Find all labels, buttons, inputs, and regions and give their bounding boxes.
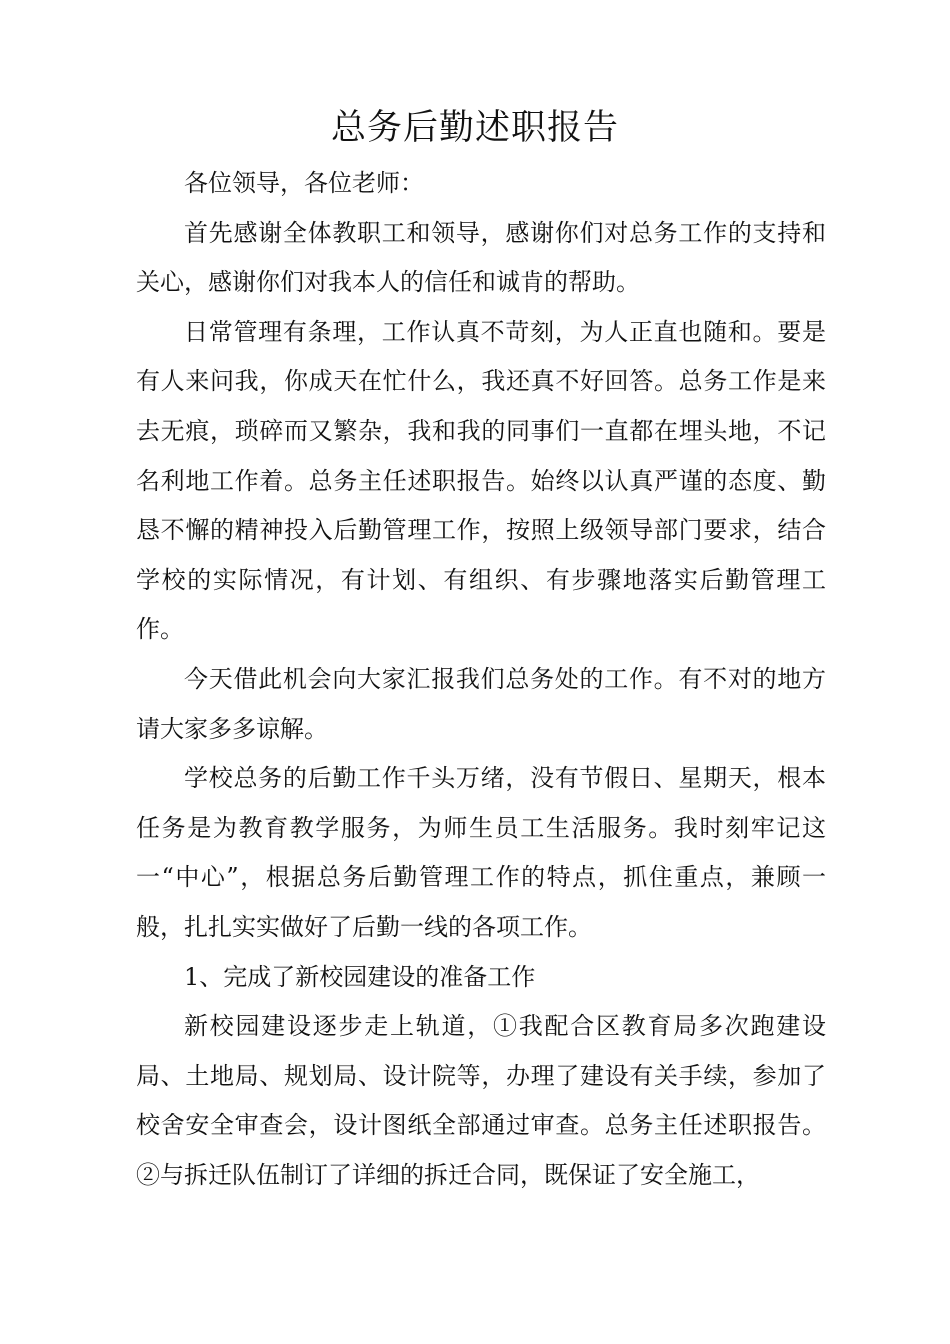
paragraph-logistics-overview: 学校总务的后勤工作千头万绪，没有节假日、星期天，根本任务是为教育教学服务，为师生员工生活服务。我时刻牢记这一“中心”，根据总务后勤管理工作的特点，抓住重点，兼顾一般，扎扎实实做好了后勤一线的各项工作。 [136,764,826,941]
paragraph-thanks: 首先感谢全体教职工和领导，感谢你们对总务工作的支持和关心，感谢你们对我本人的信任和诚肯的帮助。 [136,218,826,297]
paragraph-report-intro: 今天借此机会向大家汇报我们总务处的工作。有不对的地方请大家多多谅解。 [136,664,826,743]
section-heading-new-campus: 1、完成了新校园建设的准备工作 [184,962,536,991]
document-title: 总务后勤述职报告 [330,108,619,148]
paragraph-salutation: 各位领导，各位老师： [184,169,424,197]
paragraph-daily-management: 日常管理有条理，工作认真不苛刻，为人正直也随和。要是有人来问我，你成天在忙什么，我还真不好回答。总务工作是来去无痕，琐碎而又繁杂，我和我的同事们一直都在埋头地，不记名利地工作着。总务主任述职报告。始终以认真严谨的态度、勤恳不懈的精神投入后勤管理工作，按照上级领导部门要求，结合学校的实际情况，有计划、有组织、有步骤地落实后勤管理工作。 [136,317,826,644]
document-body [136,159,826,1200]
paragraph-new-campus: 新校园建设逐步走上轨道，①我配合区教育局多次跑建设局、土地局、规划局、设计院等，办理了建设有关手续，参加了校舍安全审查会，设计图纸全部通过审查。总务主任述职报告。②与拆迁队伍制订了详细的拆迁合同，既保证了安全施工， [136,1012,826,1189]
